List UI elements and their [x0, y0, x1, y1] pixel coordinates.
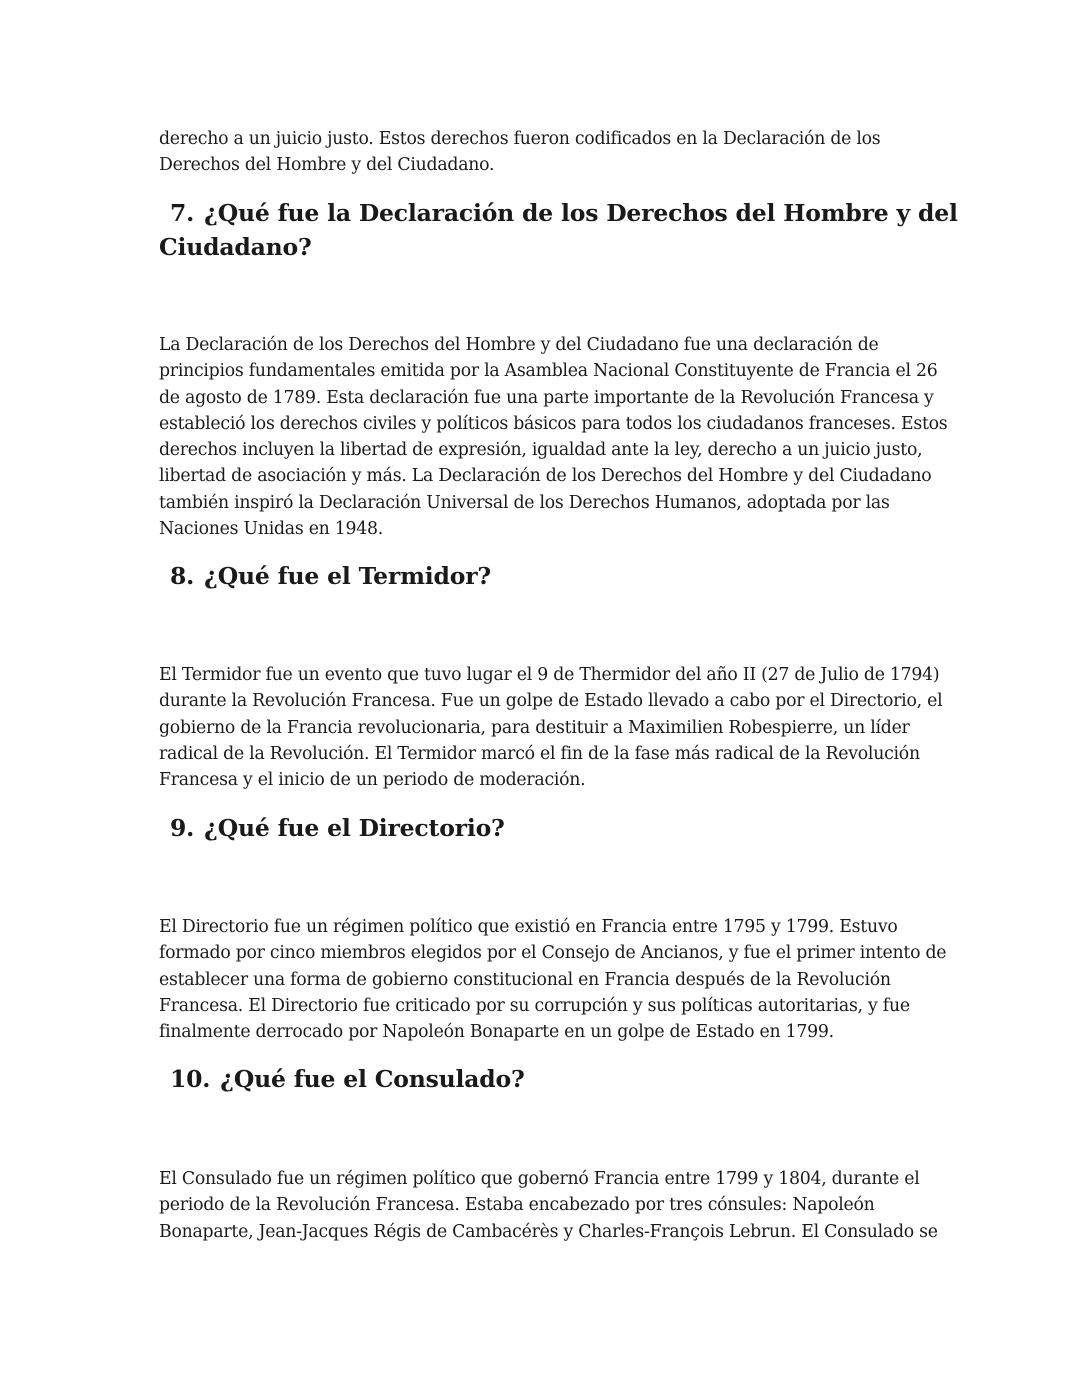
text-line: derechos incluyen la libertad de expresión, igualdad ante la ley, derecho a un juicio justo,: [159, 440, 923, 461]
text-line: durante la Revolución Francesa. Fue un golpe de Estado llevado a cabo por el Directorio, el: [159, 691, 943, 712]
text-line: finalmente derrocado por Napoleón Bonaparte en un golpe de Estado en 1799.: [159, 1022, 834, 1043]
text-line: estableció los derechos civiles y políticos básicos para todos los ciudadanos franceses. Estos: [159, 413, 948, 434]
question-number: 10.: [170, 1065, 211, 1093]
text-line: La Declaración de los Derechos del Hombre y del Ciudadano fue una declaración de: [159, 335, 879, 355]
text-line: El Directorio fue un régimen político que existió en Francia entre 1795 y 1799. Estuvo: [159, 917, 898, 937]
answer-10-paragraph: [159, 1166, 938, 1245]
text-line: Francesa y el inicio de un periodo de moderación.: [159, 770, 586, 791]
text-line: formado por cinco miembros elegidos por el Consejo de Ancianos, y fue el primer intento de: [159, 943, 947, 964]
question-text: ¿Qué fue el Directorio?: [204, 814, 505, 842]
question-10-heading: [170, 1062, 525, 1096]
answer-8-paragraph: [159, 662, 943, 793]
text-line: gobierno de la Francia revolucionaria, para destituir a Maximilien Robespierre, un líder: [159, 717, 910, 738]
text-line: derecho a un juicio justo. Estos derechos fueron codificados en la Declaración de los: [159, 129, 881, 149]
text-line: también inspiró la Declaración Universal de los Derechos Humanos, adoptada por las: [159, 492, 890, 513]
text-line: libertad de asociación y más. La Declaración de los Derechos del Hombre y del Ciudadano: [159, 466, 932, 487]
question-number: 9.: [170, 814, 195, 842]
question-number: 7.: [170, 199, 195, 227]
text-line: Derechos del Hombre y del Ciudadano.: [159, 155, 495, 176]
question-8-heading: [170, 559, 491, 593]
question-text: ¿Qué fue el Consulado?: [220, 1065, 525, 1093]
text-line: principios fundamentales emitida por la Asamblea Nacional Constituyente de Francia el 26: [159, 361, 938, 382]
text-line: establecer una forma de gobierno constitucional en Francia después de la Revolución: [159, 969, 891, 990]
text-line: El Termidor fue un evento que tuvo lugar el 9 de Thermidor del año II (27 de Julio de 1794): [159, 665, 940, 685]
answer-9-paragraph: [159, 914, 947, 1045]
text-line: El Consulado fue un régimen político que gobernó Francia entre 1799 y 1804, durante el: [159, 1169, 920, 1189]
question-7-heading: [159, 196, 958, 264]
question-number: 8.: [170, 562, 195, 590]
text-line: Bonaparte, Jean-Jacques Régis de Cambacérès y Charles-François Lebrun. El Consulado se: [159, 1221, 938, 1242]
text-line: periodo de la Revolución Francesa. Estaba encabezado por tres cónsules: Napoleón: [159, 1195, 875, 1216]
question-text: ¿Qué fue el Termidor?: [204, 562, 491, 590]
answer-7-paragraph: [159, 332, 948, 542]
text-line: Francesa. El Directorio fue criticado por su corrupción y sus políticas autoritarias, y fue: [159, 995, 910, 1016]
question-text: Ciudadano?: [159, 233, 312, 261]
text-line: radical de la Revolución. El Termidor marcó el fin de la fase más radical de la Revolución: [159, 743, 920, 764]
question-text: ¿Qué fue la Declaración de los Derechos del Hombre y del: [204, 199, 958, 227]
text-line: de agosto de 1789. Esta declaración fue una parte importante de la Revolución Francesa y: [159, 387, 934, 408]
text-line: Naciones Unidas en 1948.: [159, 519, 384, 540]
question-9-heading: [170, 811, 505, 845]
intro-paragraph: [159, 126, 929, 179]
